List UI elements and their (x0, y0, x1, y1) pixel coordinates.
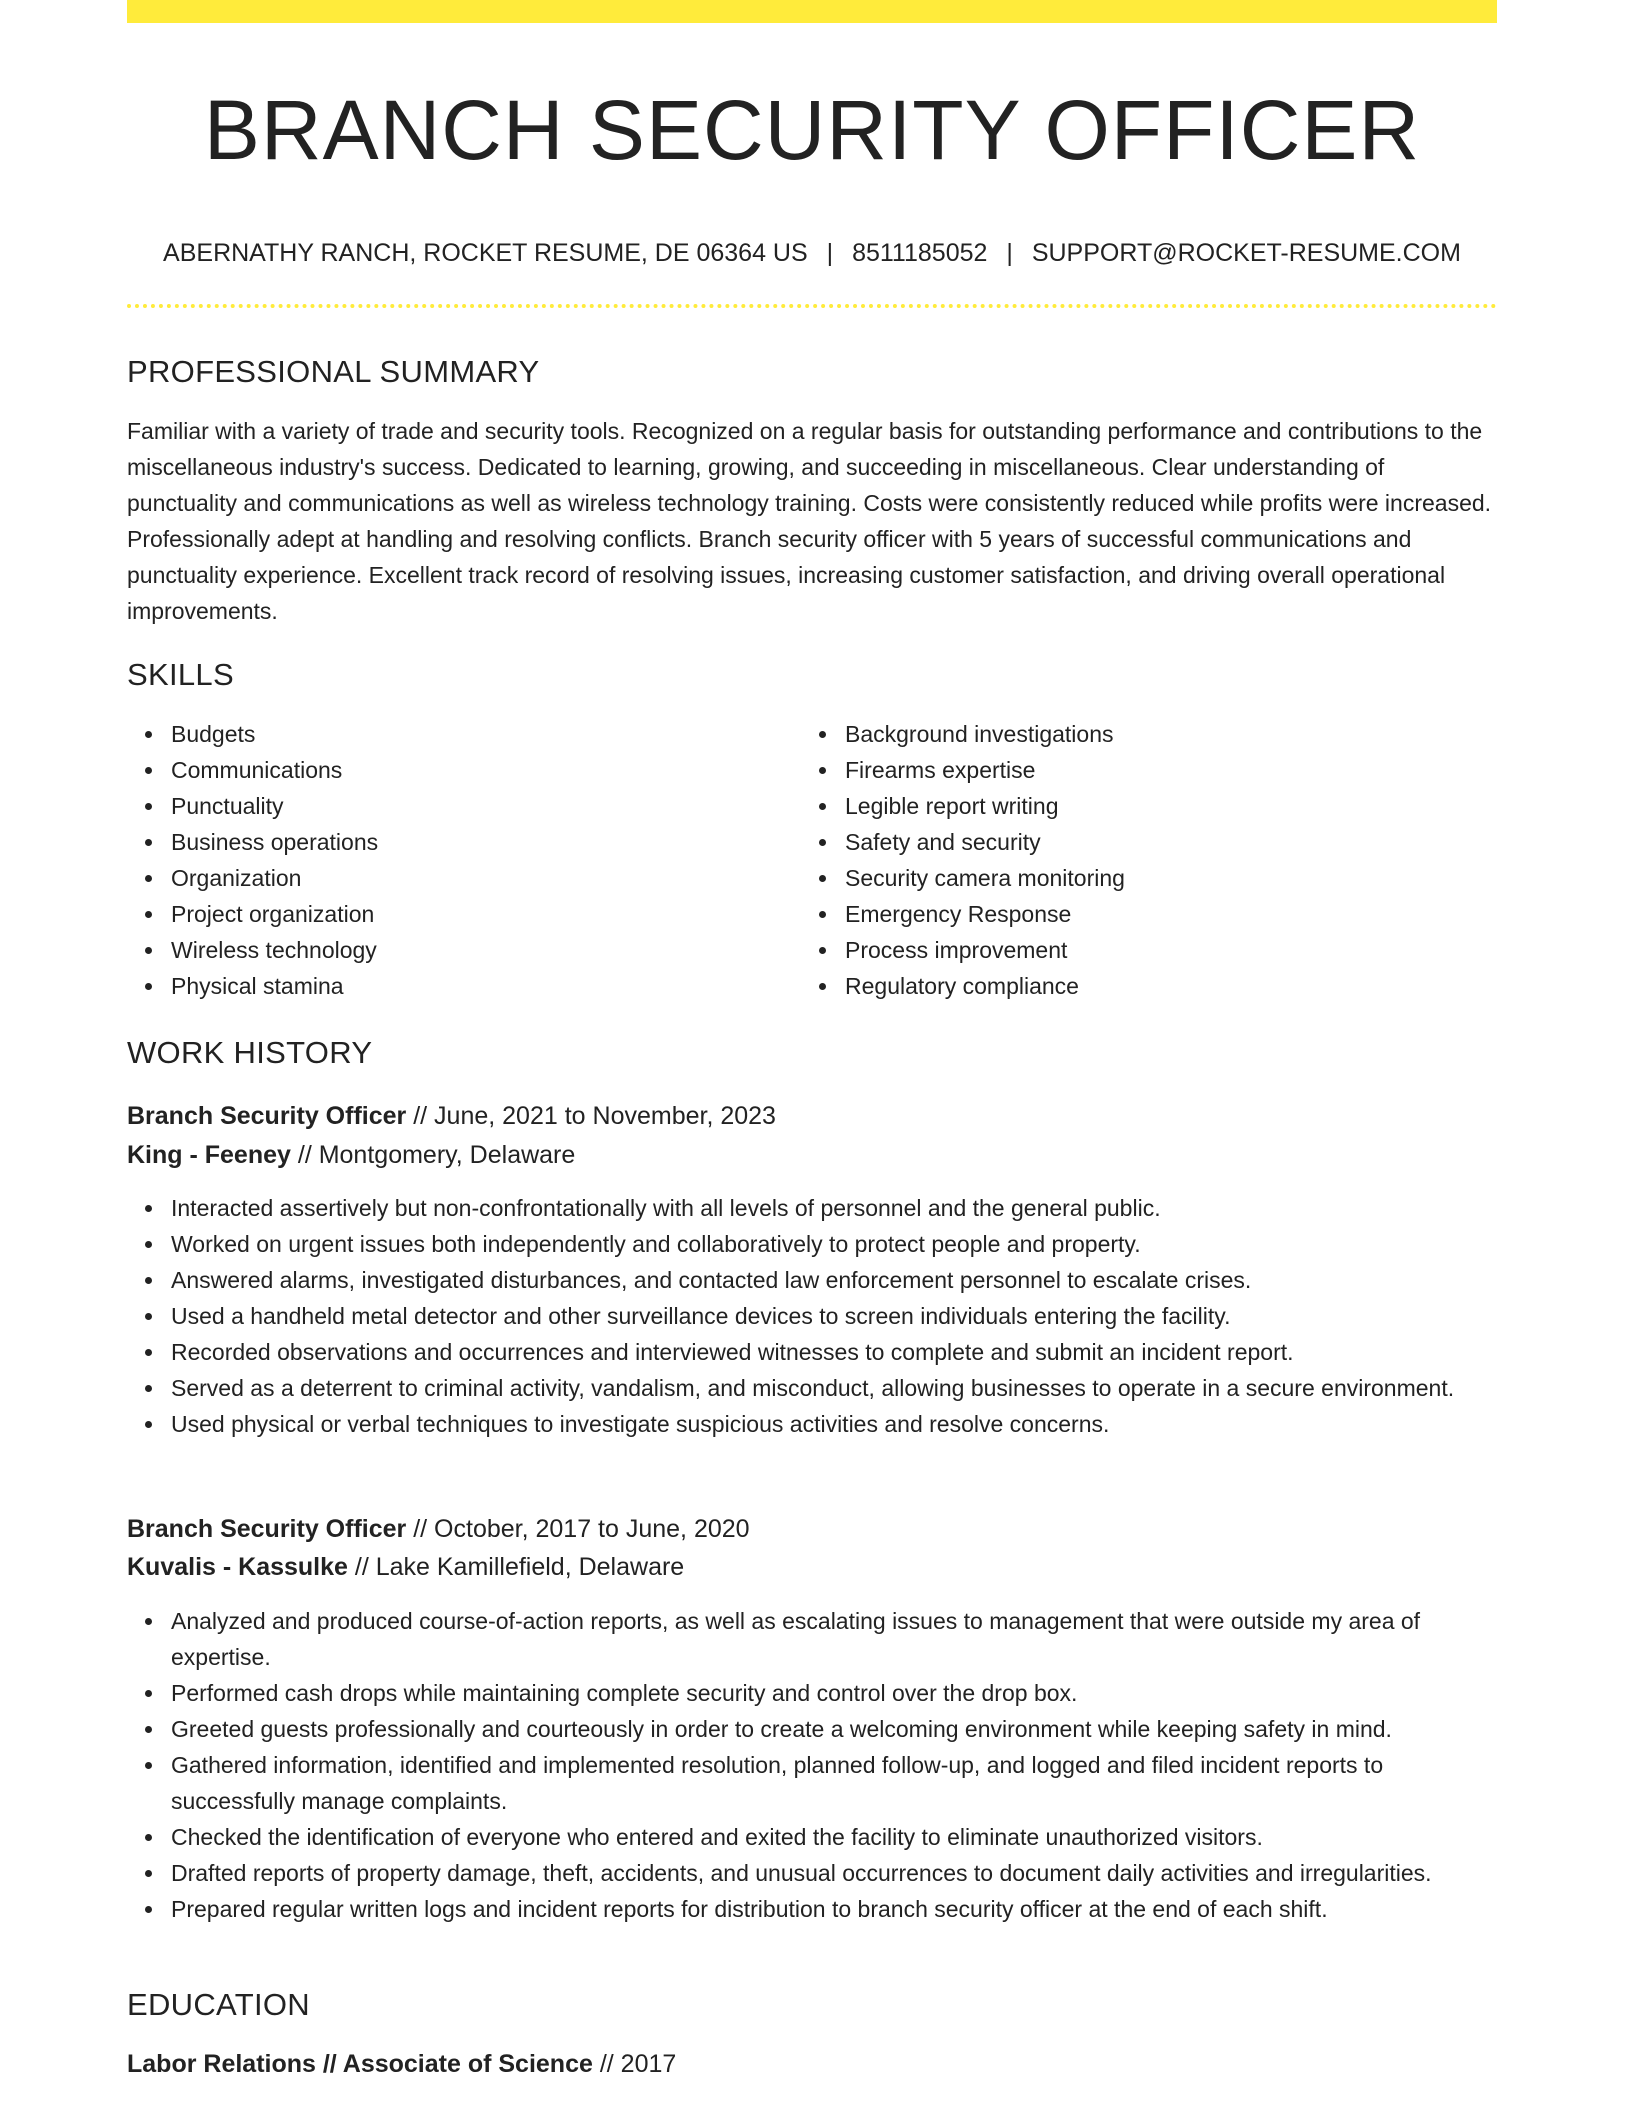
job-duties-list (127, 1603, 1497, 1927)
summary-text: Familiar with a variety of trade and security tools. Recognized on a regular basis for outstanding performance and contributions to the miscellaneous industry's success. Dedicated to learning, growing, and succeeding in miscellaneous. Clear understanding of punctuality and communications as well as wireless technology training. Costs were consistently reduced while profits were increased. Professionally adept at handling and resolving conflicts. Branch security officer with 5 years of successful communications and punctuality experience. Excellent track record of resolving issues, increasing customer satisfaction, and driving overall operational improvements. (127, 418, 1492, 624)
job-company: King - Feeney (127, 1141, 291, 1169)
job-dates: // October, 2017 to June, 2020 (406, 1515, 750, 1543)
job-duty-item: Recorded observations and occurrences and interviewed witnesses to complete and submit an incident report. (171, 1334, 1497, 1370)
contact-separator: | (1006, 239, 1013, 267)
skill-item: Project organization (171, 896, 797, 932)
job-location: // Montgomery, Delaware (290, 1141, 576, 1169)
skill-item: Business operations (171, 824, 797, 860)
accent-top-bar (127, 0, 1497, 23)
summary-heading: PROFESSIONAL SUMMARY (127, 354, 540, 389)
job-company-line (127, 1548, 684, 1586)
skill-item: Process improvement (845, 932, 1471, 968)
job-duty-item: Worked on urgent issues both independently and collaboratively to protect people and property. (171, 1226, 1497, 1262)
contact-email[interactable]: SUPPORT@ROCKET-RESUME.COM (1031, 239, 1461, 267)
skill-item: Punctuality (171, 788, 797, 824)
job-duty-item: Used a handheld metal detector and other surveillance devices to screen individuals entering the facility. (171, 1298, 1497, 1334)
contact-address: ABERNATHY RANCH, ROCKET RESUME, DE 06364 US (163, 239, 808, 267)
job-role: Branch Security Officer (127, 1102, 407, 1130)
job-duty-item: Performed cash drops while maintaining complete security and control over the drop box. (171, 1675, 1497, 1711)
skill-item: Physical stamina (171, 968, 797, 1004)
job-title-line (127, 1097, 776, 1135)
contact-line (127, 236, 1497, 270)
skills-heading: SKILLS (127, 657, 234, 692)
job-duties-list (127, 1190, 1497, 1442)
education-year: // 2017 (592, 2050, 677, 2078)
skill-item: Communications (171, 752, 797, 788)
skill-item: Budgets (171, 716, 797, 752)
job-role: Branch Security Officer (127, 1515, 407, 1543)
skill-item: Organization (171, 860, 797, 896)
job-duty-item: Interacted assertively but non-confrontationally with all levels of personnel and the general public. (171, 1190, 1497, 1226)
job-title-line (127, 1510, 750, 1548)
contact-phone: 8511185052 (852, 239, 988, 267)
skills-column-right (801, 716, 1471, 1004)
job-duty-item: Answered alarms, investigated disturbances, and contacted law enforcement personnel to escalate crises. (171, 1262, 1497, 1298)
skills-column-left (127, 716, 797, 1004)
skill-item: Regulatory compliance (845, 968, 1471, 1004)
job-location: // Lake Kamillefield, Delaware (347, 1553, 685, 1581)
header-divider (127, 304, 1497, 308)
skill-item: Emergency Response (845, 896, 1471, 932)
job-duty-item: Checked the identification of everyone who entered and exited the facility to eliminate unauthorized visitors. (171, 1819, 1497, 1855)
contact-separator: | (826, 239, 834, 267)
skill-item: Safety and security (845, 824, 1471, 860)
resume-name-title: BRANCH SECURITY OFFICER (203, 83, 1421, 177)
education-heading: EDUCATION (127, 1987, 310, 2022)
skill-item: Wireless technology (171, 932, 797, 968)
job-duty-item: Prepared regular written logs and incident reports for distribution to branch security officer at the end of each shift. (171, 1891, 1497, 1927)
job-duty-item: Greeted guests professionally and courteously in order to create a welcoming environment while keeping safety in mind. (171, 1711, 1497, 1747)
job-duty-item: Gathered information, identified and implemented resolution, planned follow-up, and logged and filed incident reports to successfully manage complaints. (171, 1747, 1497, 1819)
education-line (127, 2045, 676, 2083)
skill-item: Security camera monitoring (845, 860, 1471, 896)
job-company: Kuvalis - Kassulke (127, 1553, 348, 1581)
job-duty-item: Drafted reports of property damage, theft, accidents, and unusual occurrences to document daily activities and irregularities. (171, 1855, 1497, 1891)
job-duty-item: Served as a deterrent to criminal activity, vandalism, and misconduct, allowing businesses to operate in a secure environment. (171, 1370, 1497, 1406)
job-company-line (127, 1136, 575, 1174)
job-duty-item: Analyzed and produced course-of-action reports, as well as escalating issues to management that were outside my area of expertise. (171, 1603, 1497, 1675)
job-dates: // June, 2021 to November, 2023 (406, 1102, 776, 1130)
job-duty-item: Used physical or verbal techniques to investigate suspicious activities and resolve concerns. (171, 1406, 1497, 1442)
skill-item: Firearms expertise (845, 752, 1471, 788)
skill-item: Background investigations (845, 716, 1471, 752)
skill-item: Legible report writing (845, 788, 1471, 824)
education-degree: Labor Relations // Associate of Science (127, 2050, 593, 2078)
work-history-heading: WORK HISTORY (127, 1035, 373, 1070)
